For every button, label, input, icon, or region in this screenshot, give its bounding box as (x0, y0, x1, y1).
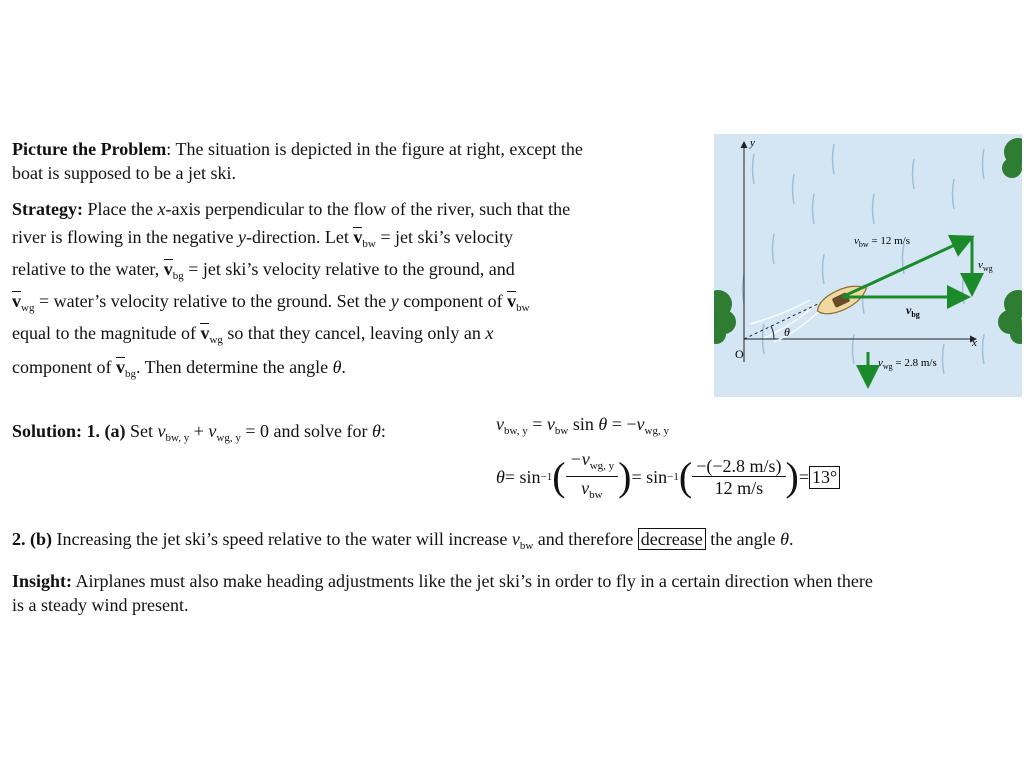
vwg-label: $v_{wg}$ (978, 259, 993, 273)
problem-heading: Picture the Problem (12, 139, 167, 159)
partb-heading: 2. (b) (12, 529, 52, 549)
strategy-line-2: river is flowing in the negative y-direction. Let $v_{bw}$ = jet ski’s velocity (12, 227, 514, 250)
strategy-line-3: relative to the water, $v_{bg}$ = jet ski’s velocity relative to the ground, and (12, 259, 515, 282)
strategy-line-5: equal to the magnitude of $v_{wg}$ so that they cancel, leaving only an x (12, 323, 494, 346)
vbg-label: $v_{bg}$ (906, 303, 920, 319)
fraction-2: $\frac{-(-2.8 m/s)}{12 m/s}$ (692, 456, 785, 499)
equation-2: θ = sin −1 ( $\frac{-v_{wg, y}}{v_{bw}}$ ) = sin −1 ( $\frac{-(-2.8 m/s)}{12 m/s}$ ) = 13° (496, 446, 840, 508)
answer-box: 13° (809, 466, 840, 489)
strategy-line-1: Strategy: Place the x-axis perpendicular to the flow of the river, such that the (12, 199, 571, 219)
problem-line-1: Picture the Problem: The situation is depicted in the figure at right, except the (12, 139, 583, 159)
fraction-1: $\frac{-v_{wg, y}}{v_{bw}}$ (566, 449, 619, 506)
y-axis-label: y (750, 137, 755, 149)
origin-label: O (735, 347, 744, 361)
solution-line: Solution: 1. (a) Set $v_{bw, y} + v_{wg, y} = 0$ and solve for θ: (12, 421, 386, 444)
solution-heading: Solution: 1. (a) (12, 421, 126, 441)
insight-heading: Insight: (12, 571, 73, 591)
strategy-line-4: $v_{wg}$ = water’s velocity relative to the ground. Set the y component of $v_{bw}$ (12, 291, 530, 314)
vbw-label: $v_{bw} = 12$ m/s (854, 235, 911, 249)
river-figure (714, 134, 1022, 397)
equation-1: $v_{bw, y} = v_{bw}$ $\sin \theta = -v_{wg, y}$ (496, 414, 669, 437)
problem-line-2: boat is supposed to be a jet ski. (12, 163, 236, 183)
strategy-line-6: component of $v_{bg}$. Then determine the angle θ. (12, 357, 346, 380)
x-axis-label: x (972, 337, 977, 349)
insight-line-1: Insight: Airplanes must also make heading adjustments like the jet ski’s in order to fly in a certain direction when there (12, 571, 873, 591)
strategy-heading: Strategy: (12, 199, 83, 219)
vwg-bottom-label: $v_{wg} = 2.8$ m/s (878, 357, 937, 371)
insight-line-2: is a steady wind present. (12, 595, 189, 615)
decrease-box: decrease (638, 528, 706, 550)
partb-line: 2. (b) Increasing the jet ski’s speed relative to the water will increase $v_{bw}$ and therefore decrease the angle θ. (12, 529, 794, 552)
theta-label: θ (784, 325, 790, 339)
